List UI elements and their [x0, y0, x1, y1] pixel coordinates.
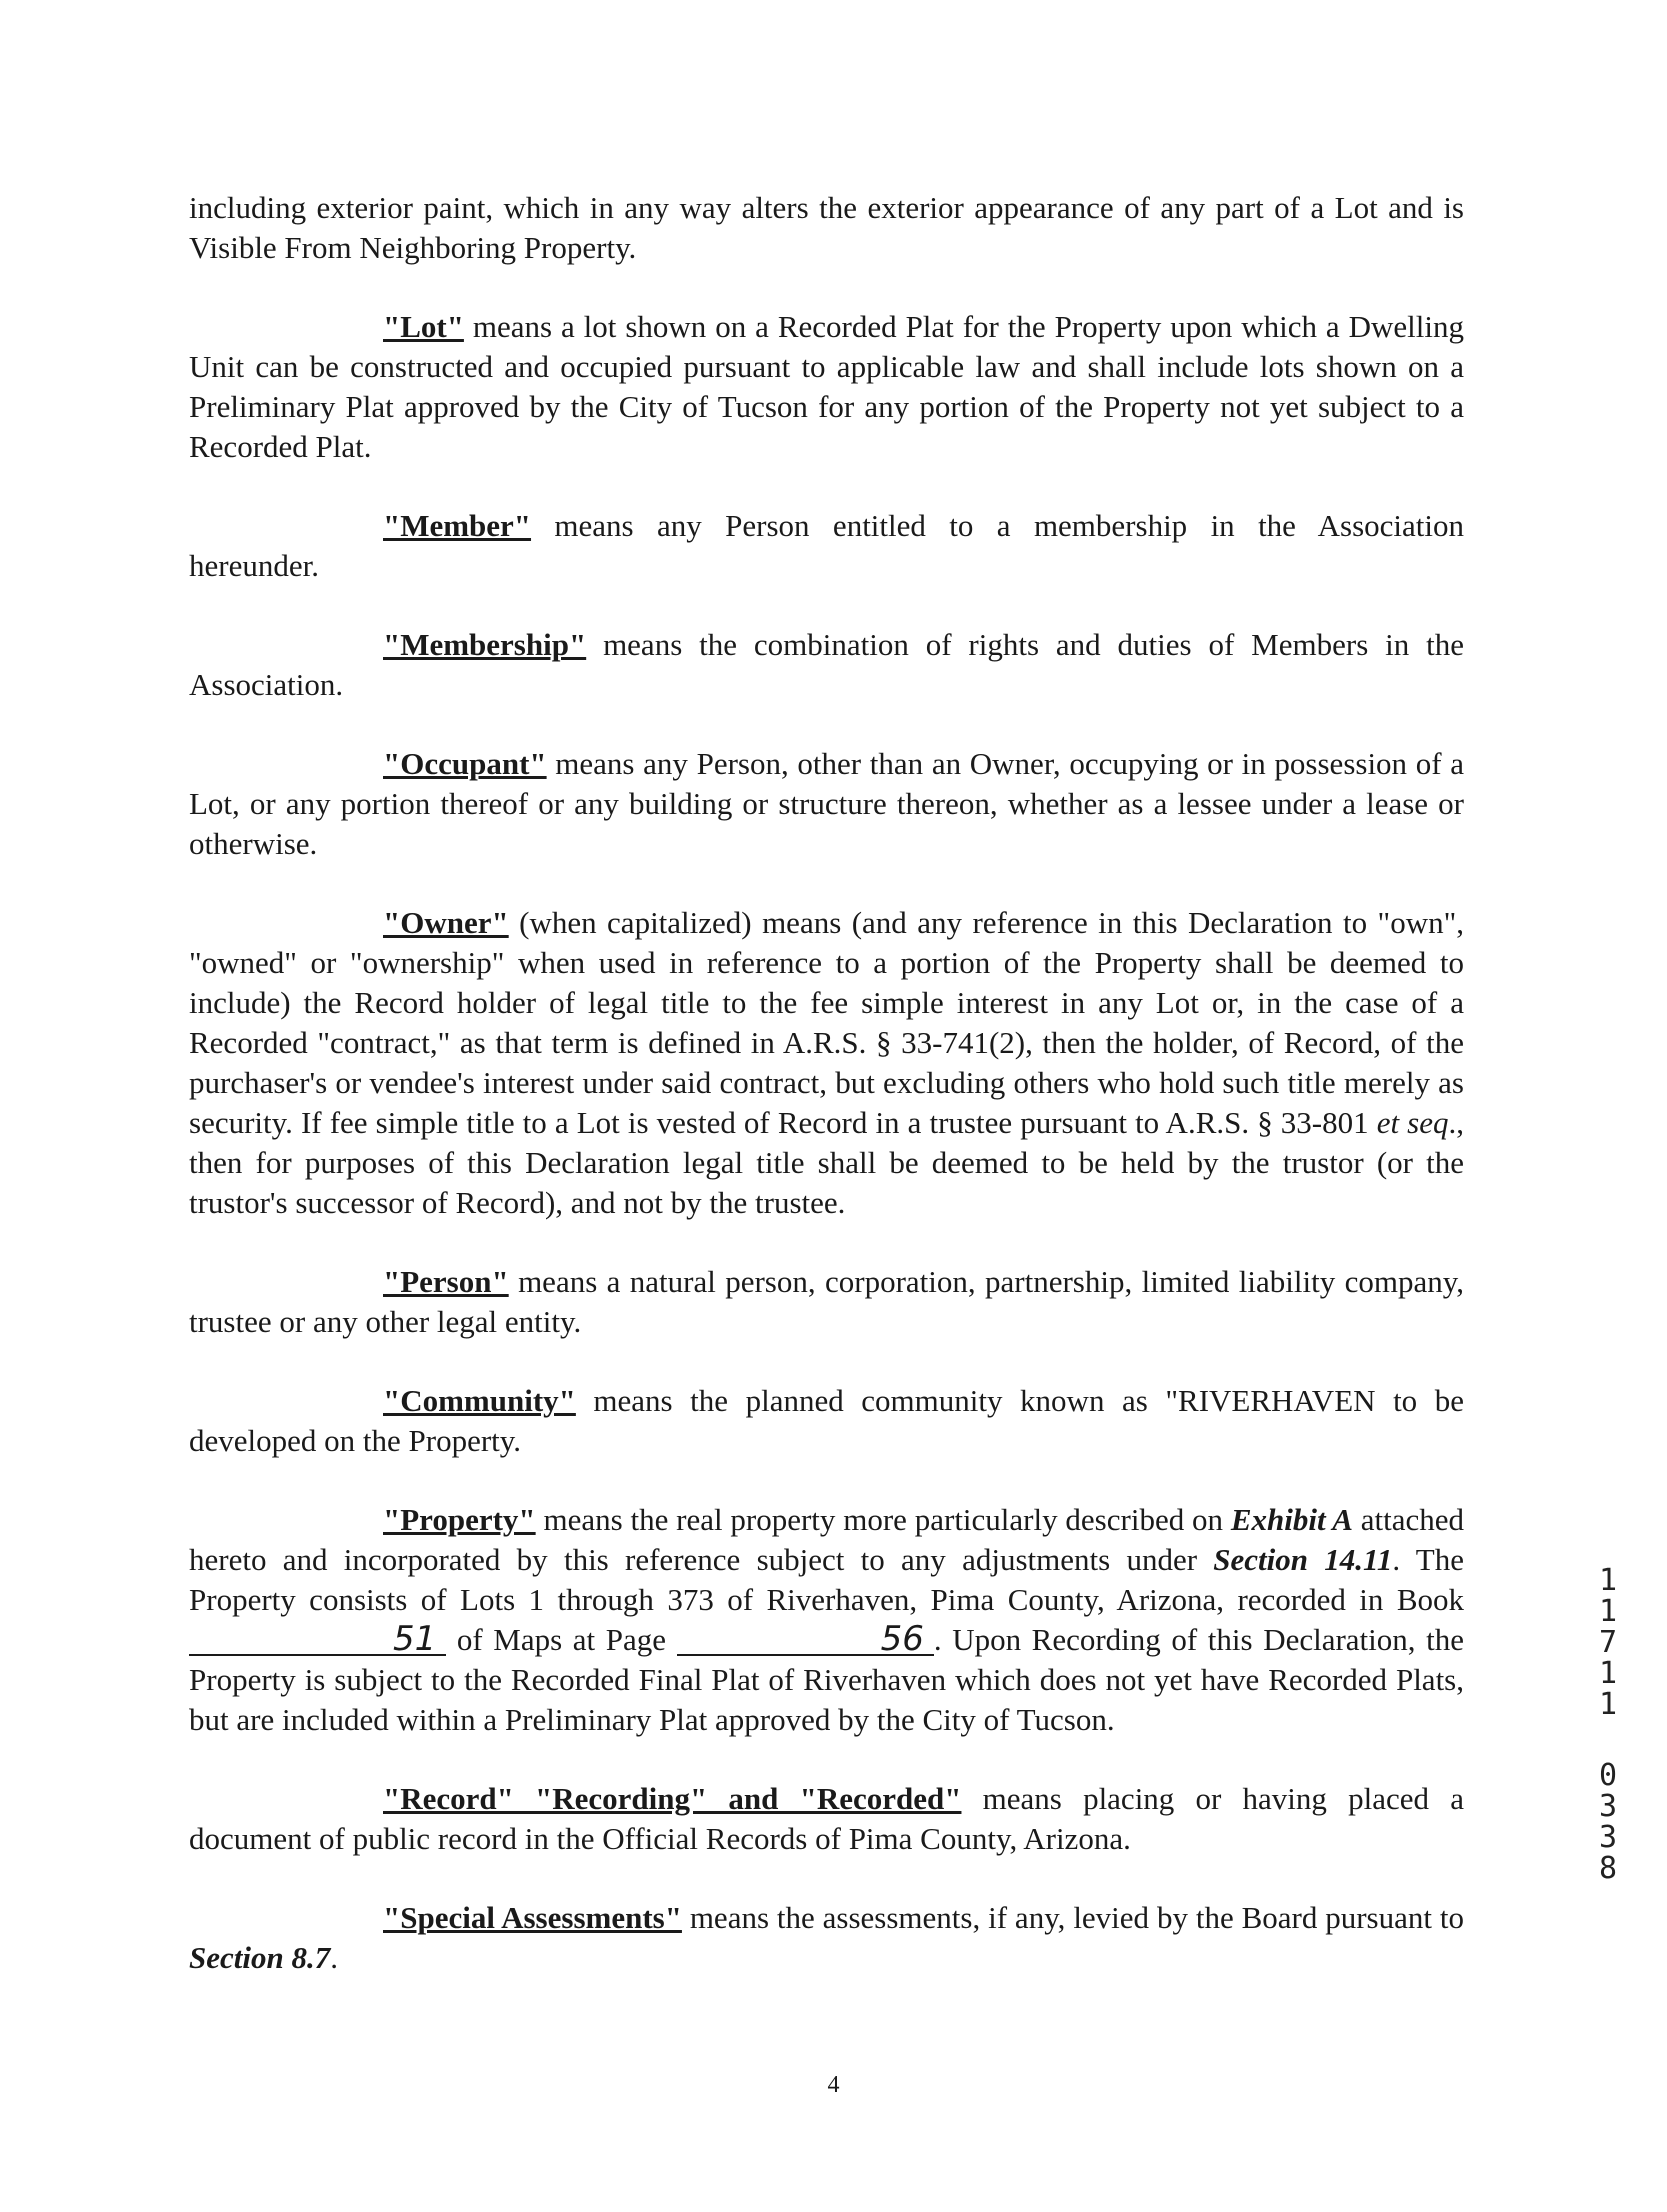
definition-membership-text: means the combination of rights and duties of Members in the — [586, 627, 1464, 662]
document-page — [189, 188, 1464, 2017]
definition-person — [189, 1262, 1464, 1342]
definition-owner — [189, 903, 1464, 1223]
definition-property-text-1: means the real property more particularly described on — [535, 1502, 1231, 1537]
stamp-digit: 1 — [1598, 1594, 1618, 1629]
term-community: "Community" — [383, 1383, 576, 1418]
definition-record — [189, 1779, 1464, 1859]
section-ref-14-11: Section 14.11 — [1213, 1542, 1393, 1577]
handwritten-page-number: 56 — [677, 1624, 934, 1656]
stamp-digit: 1 — [1598, 1563, 1618, 1598]
definition-membership-cont: Association. — [189, 667, 344, 702]
section-ref-8-7: Section 8.7 — [189, 1940, 331, 1975]
term-record: "Record" "Recording" and "Recorded" — [383, 1781, 962, 1816]
intro-paragraph — [189, 188, 1464, 268]
definition-member-text: means any Person entitled to a membership in the Association — [531, 508, 1464, 543]
definition-special-text: means the assessments, if any, levied by the Board pursuant to — [681, 1900, 1464, 1935]
handwritten-book-number: 51 — [189, 1624, 446, 1656]
stamp-digit: 0 — [1598, 1758, 1618, 1793]
stamp-digit: 1 — [1598, 1687, 1618, 1722]
definition-occupant — [189, 744, 1464, 864]
definition-property-text-2: attached hereto and incorporated by this reference subject to any adjustments under — [189, 1502, 1464, 1577]
stamp-digit: 1 — [1598, 1656, 1618, 1691]
intro-text: including exterior paint, which in any way alters the exterior appearance of any part of a Lot and is Visible From Neighboring Property. — [189, 190, 1464, 265]
definition-owner-text-2: ., then for purposes of this Declaration legal title shall be deemed to be held by the trustor (or the trustor's successor of Record), and not by the trustee. — [189, 1105, 1465, 1220]
exhibit-a-ref: Exhibit A — [1230, 1502, 1353, 1537]
stamp-digit: 8 — [1598, 1851, 1618, 1886]
term-owner: "Owner" — [383, 905, 509, 940]
et-seq: et seq — [1376, 1105, 1449, 1140]
page-number: 4 — [827, 2072, 840, 2098]
stamp-digit: 3 — [1598, 1820, 1618, 1855]
definition-special-end: . — [330, 1940, 338, 1975]
definition-record-text: means placing or having placed a document of public record in the Official Records of Pima County, Arizona. — [189, 1781, 1464, 1856]
definition-property — [189, 1500, 1464, 1740]
recording-stamp — [1594, 1565, 1622, 1884]
definition-lot-text: means a lot shown on a Recorded Plat for the Property upon which a Dwelling Unit can be constructed and occupied pursuant to applicable law and shall include lots shown on a Preliminary Plat approved by the City of Tucson for any portion of the Property not yet subject to a Recorded Plat. — [189, 309, 1464, 464]
definition-community-text: means the planned community known as "RIVERHAVEN to be developed on the Property. — [189, 1383, 1464, 1458]
stamp-digit: 7 — [1598, 1625, 1618, 1660]
definition-membership — [189, 625, 1464, 705]
definition-member-cont: hereunder. — [189, 548, 319, 583]
definition-person-text: means a natural person, corporation, partnership, limited liability company, trustee or any other legal entity. — [189, 1264, 1464, 1339]
term-person: "Person" — [383, 1264, 509, 1299]
definition-property-text-4: of Maps at Page — [446, 1622, 677, 1657]
definition-lot — [189, 307, 1464, 467]
definition-property-text-3: . The Property consists of Lots 1 through 373 of Riverhaven, Pima County, Arizona, recorded in Book — [189, 1542, 1465, 1617]
term-occupant: "Occupant" — [383, 746, 547, 781]
term-lot: "Lot" — [383, 309, 464, 344]
term-special-assessments: "Special Assessments" — [383, 1900, 682, 1935]
definition-community — [189, 1381, 1464, 1461]
definition-member — [189, 506, 1464, 586]
definition-occupant-text: means any Person, other than an Owner, occupying or in possession of a Lot, or any portion thereof or any building or structure thereon, whether as a lessee under a lease or otherwise. — [189, 746, 1464, 861]
definition-property-text-5: . Upon Recording of this Declaration, the Property is subject to the Recorded Final Plat of Riverhaven which does not yet have Recorded Plats, but are included within a Preliminary Plat approved by the City of Tucson. — [189, 1622, 1464, 1737]
term-membership: "Membership" — [383, 627, 587, 662]
term-property: "Property" — [383, 1502, 536, 1537]
stamp-digit: 3 — [1598, 1789, 1618, 1824]
term-member: "Member" — [383, 508, 532, 543]
definition-special-assessments — [189, 1898, 1464, 1978]
definition-owner-text-1: (when capitalized) means (and any reference in this Declaration to "own", "owned" or "ownership" when used in reference to a portion of the Property shall be deemed to include) the Record holder of legal title to the fee simple interest in any Lot or, in the case of a Recorded "contract," as that term is defined in A.R.S. § 33-741(2), then the holder, of Record, of the purchaser's or vendee's interest under said contract, but excluding others who hold such title merely as security. If fee simple title to a Lot is vested of Record in a trustee pursuant to A.R.S. § 33-801 — [189, 905, 1464, 1140]
